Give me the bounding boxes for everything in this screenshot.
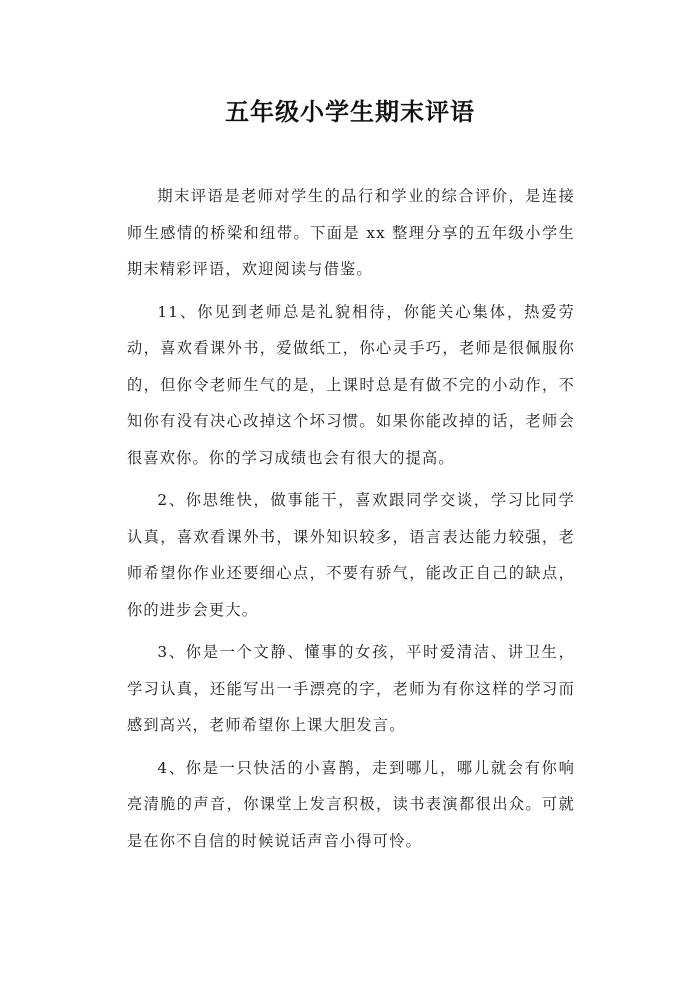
comment-paragraph-11: 11、你见到老师总是礼貌相待，你能关心集体，热爱劳动，喜欢看课外书，爱做纸工，你心灵手巧，老师是很佩服你的，但你令老师生气的是，上课时总是有做不完的小动作，不知你有没有决心改掉这个坏习惯。如果你能改掉的话，老师会很喜欢你。你的学习成绩也会有很大的提高。 <box>127 302 575 467</box>
intro-paragraph: 期末评语是老师对学生的品行和学业的综合评价，是连接师生感情的桥梁和纽带。下面是 xx 整理分享的五年级小学生期末精彩评语，欢迎阅读与借鉴。 <box>127 187 575 278</box>
comment-paragraph-4: 4、你是一只快活的小喜鹊，走到哪儿，哪儿就会有你响亮清脆的声音，你课堂上发言积极，读书表演都很出众。可就是在你不自信的时候说话声音小得可怜。 <box>127 758 575 850</box>
comment-paragraph-2: 2、你思维快，做事能干，喜欢跟同学交谈，学习比同学认真，喜欢看课外书，课外知识较多，语言表达能力较强，老师希望你作业还要细心点，不要有骄气，能改正自己的缺点，你的进步会更大。 <box>127 491 575 619</box>
page-title: 五年级小学生期末评语 <box>225 98 475 126</box>
document-body <box>127 178 575 865</box>
comment-paragraph-3: 3、你是一个文静、懂事的女孩，平时爱清洁、讲卫生，学习认真，还能写出一手漂亮的字，老师为有你这样的学习而感到高兴，老师希望你上课大胆发言。 <box>127 643 575 734</box>
